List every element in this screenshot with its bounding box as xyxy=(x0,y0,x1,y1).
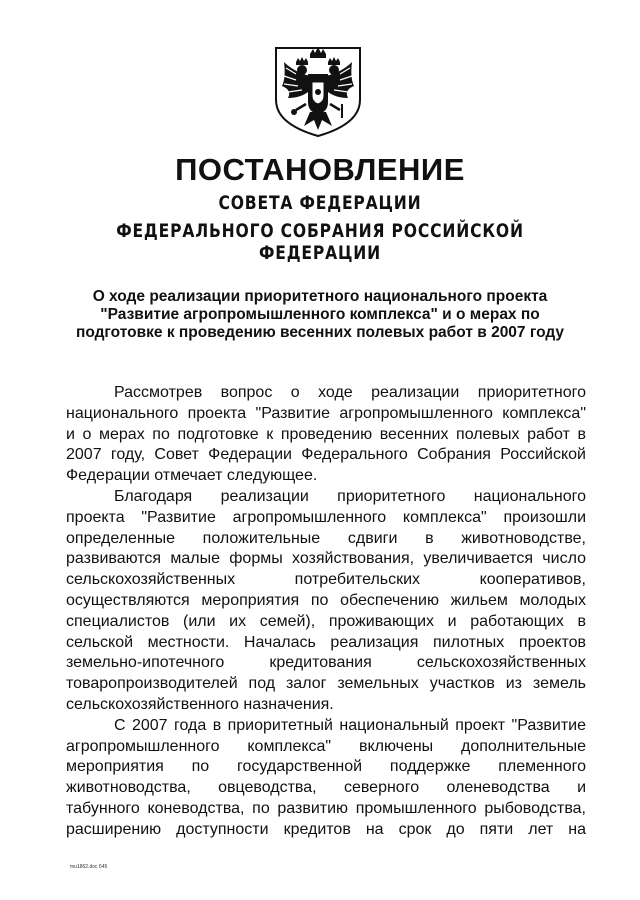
document-subtitle-line-2: ФЕДЕРАЛЬНОГО СОБРАНИЯ РОССИЙСКОЙ ФЕДЕРАЦИИ xyxy=(116,220,524,264)
coat-of-arms-emblem xyxy=(270,42,366,140)
body-line: Федерации отмечает следующее. xyxy=(66,467,318,485)
body-line: сельской местности. Началась реализация пилотных проектов xyxy=(66,633,586,651)
body-line: проекта "Развитие агропромышленного комплекса" произошли xyxy=(66,508,586,526)
body-line: Рассмотрев вопрос о ходе реализации приоритетного xyxy=(114,384,586,401)
body-line: животноводства, овцеводства, северного оленеводства и xyxy=(66,779,586,797)
body-line: и о мерах по подготовке к проведению весенних полевых работ в xyxy=(66,425,586,443)
body-line: Благодаря реализации приоритетного национального xyxy=(114,487,586,505)
body-line: сельскохозяйственных потребительских кооперативов, xyxy=(66,571,586,589)
document-body xyxy=(66,383,586,841)
body-line: товаропроизводителей под залог земельных участков из земель xyxy=(66,675,586,693)
heading-line: "Развитие агропромышленного комплекса" и о мерах по xyxy=(100,306,540,323)
body-line: сельскохозяйственного назначения. xyxy=(66,695,334,713)
body-line: мероприятия по государственной поддержке племенного xyxy=(66,758,586,776)
body-line: земельно-ипотечного кредитования сельскохозяйственных xyxy=(66,654,586,672)
body-line: развиваются малые формы хозяйствования, увеличивается число xyxy=(66,550,586,568)
resolution-heading xyxy=(60,288,580,342)
document-title: ПОСТАНОВЛЕНИЕ xyxy=(175,152,465,187)
body-line: агропромышленного комплекса" включены дополнительные xyxy=(66,737,586,755)
document-subtitle-line-1: СОВЕТА ФЕДЕРАЦИИ xyxy=(218,192,422,214)
heading-line: подготовке к проведению весенних полевых работ в 2007 году xyxy=(75,324,565,341)
body-line: осуществляются мероприятия по обеспечению жильем молодых xyxy=(66,591,586,609)
body-line: национального проекта "Развитие агропромышленного комплекса" xyxy=(66,404,586,422)
body-line: специалистов (или их семей), проживающих и работающих в xyxy=(66,612,586,630)
heading-line: О ходе реализации приоритетного национального проекта xyxy=(92,288,548,305)
body-line: 2007 году, Совет Федерации Федерального Собрания Российской xyxy=(66,446,586,464)
file-reference-footer: mu1862.doc 645 xyxy=(70,864,108,870)
double-headed-eagle-icon xyxy=(270,42,366,140)
body-line: расширению доступности кредитов на срок до пяти лет на xyxy=(66,820,586,838)
body-line: определенные положительные сдвиги в животноводстве, xyxy=(66,529,586,547)
body-line: табунного коневодства, по развитию промышленного рыбоводства, xyxy=(66,799,586,817)
body-line: С 2007 года в приоритетный национальный проект "Развитие xyxy=(114,716,586,734)
